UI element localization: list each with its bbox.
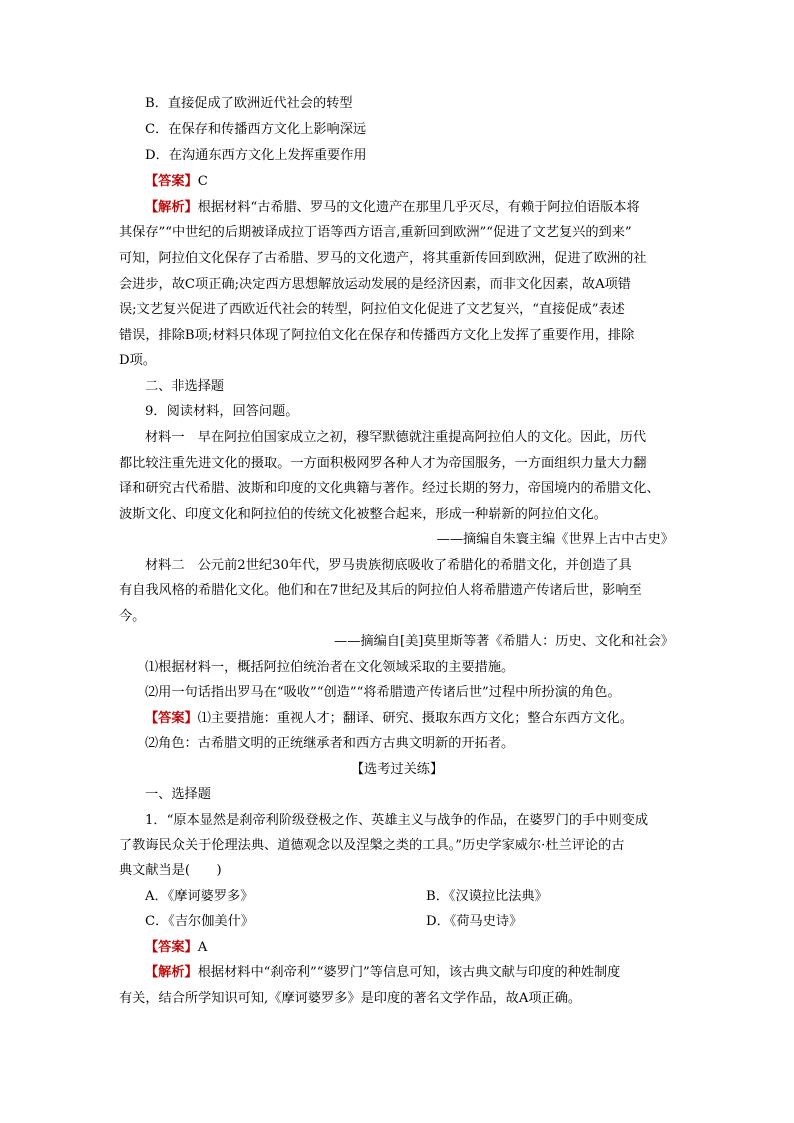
q8-analysis-line: 误;文艺复兴促进了西欧近代社会的转型，阿拉伯文化促进了文艺复兴，“直接促成”表述 [119,302,625,317]
q8-analysis-line: 错误，排除B项;材料只体现了阿拉伯文化在保存和传播西方文化上发挥了重要作用，排除 [119,328,635,343]
p1-option-a: A．《摩诃婆罗多》 [145,889,254,904]
p1-stem-line: 1．“原本显然是刹帝利阶级登极之作、英雄主义与战争的作品，在婆罗门的手中则变成 [145,813,649,828]
p1-stem-line: 了教诲民众关于伦理法典、道德观念以及涅槃之类的工具。”历史学家威尔·杜兰评论的古 [119,838,625,853]
answer-tag: 【答案】 [145,711,198,726]
p1-analysis-line [145,963,620,983]
section-heading: 二、非选择题 [145,379,225,394]
material-one-line: 译和研究古代希腊、波斯和印度的文化典籍与著作。经过长期的努力，帝国境内的希腊文化、 [119,481,660,496]
q8-option-d: D．在沟通东西方文化上发挥重要作用 [145,148,367,163]
material-two-line: 今。 [119,609,146,624]
material-one-line: 都比较注重先进文化的摄取。一方面积极网罗各种人才为帝国服务，一方面组织力量大力翻 [119,456,647,471]
analysis-tag: 【解析】 [145,200,198,215]
material-one-line: 波斯文化、印度文化和阿拉伯的传统文化被整合起来，形成一种崭新的阿拉伯文化。 [119,507,607,522]
analysis-tag: 【解析】 [145,965,198,980]
q8-analysis-line: 其保存”“中世纪的后期被译成拉丁语等西方语言,重新回到欧洲”“促进了文艺复兴的到来” [119,225,632,240]
material-one-line: 材料一 早在阿拉伯国家成立之初，穆罕默德就注重提高阿拉伯人的文化。因此，历代 [145,430,647,445]
q8-analysis-line [145,198,640,218]
material-one-source: ——摘编自朱寰主编《世界上古中古史》 [436,532,674,547]
answer-value: C [197,174,208,189]
p1-stem-line: 典文献当是( ) [119,863,222,878]
q8-analysis-line: 会进步，故C项正确;决定西方思想解放运动发展的是经济因素，而非文化因素，故A项错 [119,277,631,292]
p1-analysis-line: 有关，结合所学知识可知,《摩诃婆罗多》是印度的著名文学作品，故A项正确。 [119,991,582,1006]
material-two-source: ——摘编自[美]莫里斯等著《希腊人：历史、文化和社会》 [334,634,674,649]
p1-option-d: D．《荷马史诗》 [426,914,523,929]
answer-tag: 【答案】 [145,940,198,955]
material-two-line: 材料二 公元前2世纪30年代，罗马贵族彻底吸收了希腊化的希腊文化，并创造了具 [145,558,632,573]
practice-heading: 【选考过关练】 [350,762,444,777]
q8-analysis-line: D项。 [119,353,156,368]
analysis-text: 根据材料“古希腊、罗马的文化遗产在那里几乎灭尽，有赖于阿拉伯语版本将 [197,200,640,215]
q8-analysis-line: 可知，阿拉伯文化保存了古希腊、罗马的文化遗产，将其重新传回到欧洲，促进了欧洲的社 [119,251,647,266]
p1-option-b: B．《汉谟拉比法典》 [426,889,548,904]
q8-option-b: B．直接促成了欧洲近代社会的转型 [145,96,353,111]
p1-option-c: C．《吉尔伽美什》 [145,914,254,929]
answer-tag: 【答案】 [145,174,198,189]
answer-text: ⑴主要措施：重视人才；翻译、研究、摄取东西方文化；整合东西方文化。 [197,711,633,726]
analysis-text: 根据材料中“刹帝利”“婆罗门”等信息可知，该古典文献与印度的种姓制度 [197,965,621,980]
q9-stem: 9．阅读材料，回答问题。 [145,404,299,419]
p1-answer [145,938,207,958]
sub-question-2: ⑵用一句话指出罗马在“吸收”“创造”“将希腊遗产传诸后世”过程中所扮演的角色。 [145,685,621,700]
q8-option-c: C．在保存和传播西方文化上影响深远 [145,122,367,137]
section-heading: 一、选择题 [145,787,211,802]
q9-answer-line: ⑵角色：古希腊文明的正统继承者和西方古典文明新的开拓者。 [145,736,515,751]
material-two-line: 有自我风格的希腊化文化。他们和在7世纪及其后的阿拉伯人将希腊遗产传诸后世，影响至 [119,583,642,598]
q8-answer [145,172,208,192]
q9-answer [145,709,633,729]
answer-value: A [197,940,208,955]
sub-question-1: ⑴根据材料一，概括阿拉伯统治者在文化领域采取的主要措施。 [145,660,515,675]
